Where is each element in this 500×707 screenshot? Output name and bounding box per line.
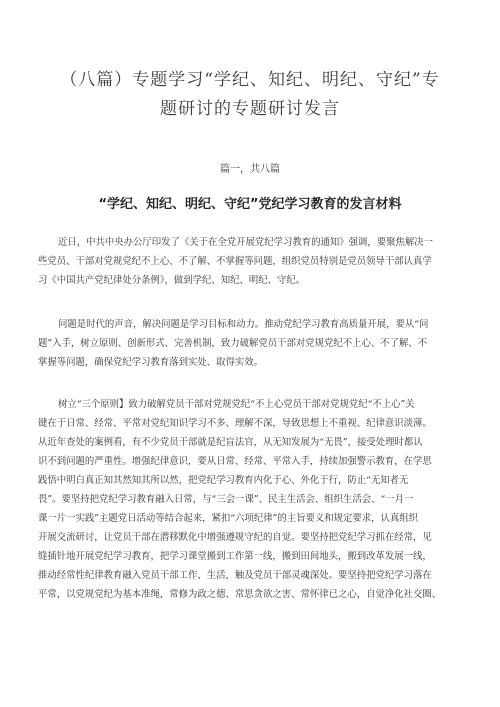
paragraph-line: 近日，中共中央办公厅印发了《关于在全党开展党纪学习教育的通知》强调，要聚焦解决一 (58, 237, 434, 248)
paragraph-line: 从近年查处的案例看，有不少党员干部就是纪盲法官，从无知发展为“无畏”，接受处理时都认 (38, 437, 423, 448)
paragraph-line: 问题是时代的声音，解决问题是学习目标和动力。推动党纪学习教育高质量开展，要从“问 (58, 319, 429, 330)
paragraph-1 (38, 233, 464, 290)
paragraph-line: 习《中国共产党纪律处分条例》，做到学纪、知纪、明纪、守纪。 (38, 275, 306, 286)
paragraph-line: 掌握等问题，确保党纪学习教育落到实处、取得实效。 (38, 357, 264, 368)
paragraph-line: 践悟中明白真正知其然知其所以然，把党纪学习教育内化于心、外化于行，防止“无知者无 (38, 475, 409, 486)
paragraph-line: 树立“三个原则】致力破解党员干部对党规党纪“不上心党员干部对党规党纪“不上心”关 (58, 399, 415, 410)
paragraph-line: 畏”。要坚持把党纪学习教育融入日常，与“三会一课”、民主生活会、组织生活会、“一月一 (38, 494, 414, 505)
paragraph-line: 课一片一实践”主题党日活动等结合起来，紧扣“六项纪律”的主旨要义和规定要求，认真组织 (38, 513, 419, 524)
section-heading: “学纪、知纪、明纪、守纪”党纪学习教育的发言材料 (98, 197, 402, 212)
paragraph-line: 键在于日常、经常、平常对党纪知识学习不多、理解不深，导致思想上不重视、纪律意识淡薄。 (38, 418, 432, 429)
title-line-1: （八篇）专题学习“学纪、知纪、明纪、守纪”专 (60, 70, 440, 90)
paragraph-2 (38, 315, 464, 372)
paragraph-line: 平常，以党规党纪为基本准绳，常修为政之德、常思贪欲之害、常怀律已之心，自觉净化社交圈、 (38, 589, 442, 600)
paragraph-line: 缝插针地开展党纪学习教育，把学习课堂搬到工作第一线，搬到田间地头，搬到改革发展一线， (38, 551, 432, 562)
title-line-2: 题研讨的专题研讨发言 (160, 99, 340, 119)
document-title (40, 66, 460, 124)
paragraph-3 (38, 395, 464, 604)
paragraph-line: 识不到问题的严重性。增强纪律意识，要从日常、经常、平常入手，持续加强警示教育，在学思 (38, 456, 432, 467)
paragraph-line: 推动经常性纪律教育融入党员干部工作、生活，触及党员干部灵魂深处。要坚持把党纪学习落在 (38, 570, 432, 581)
paragraph-line: 些党员、干部对党规党纪不上心、不了解、不掌握等问题，组织党员特别是党员领导干部认真学 (38, 256, 432, 267)
paragraph-line: 开展交流研讨，让党员干部在潜移默化中增强遵规守纪的自觉。要坚持把党纪学习抓在经常，见 (38, 532, 432, 543)
chapter-label: 篇一，共八篇 (220, 164, 280, 175)
paragraph-line: 题”入手，树立原则、创新形式、完善机制，致力破解党员干部对党规党纪不上心、不了解、不 (38, 338, 428, 349)
